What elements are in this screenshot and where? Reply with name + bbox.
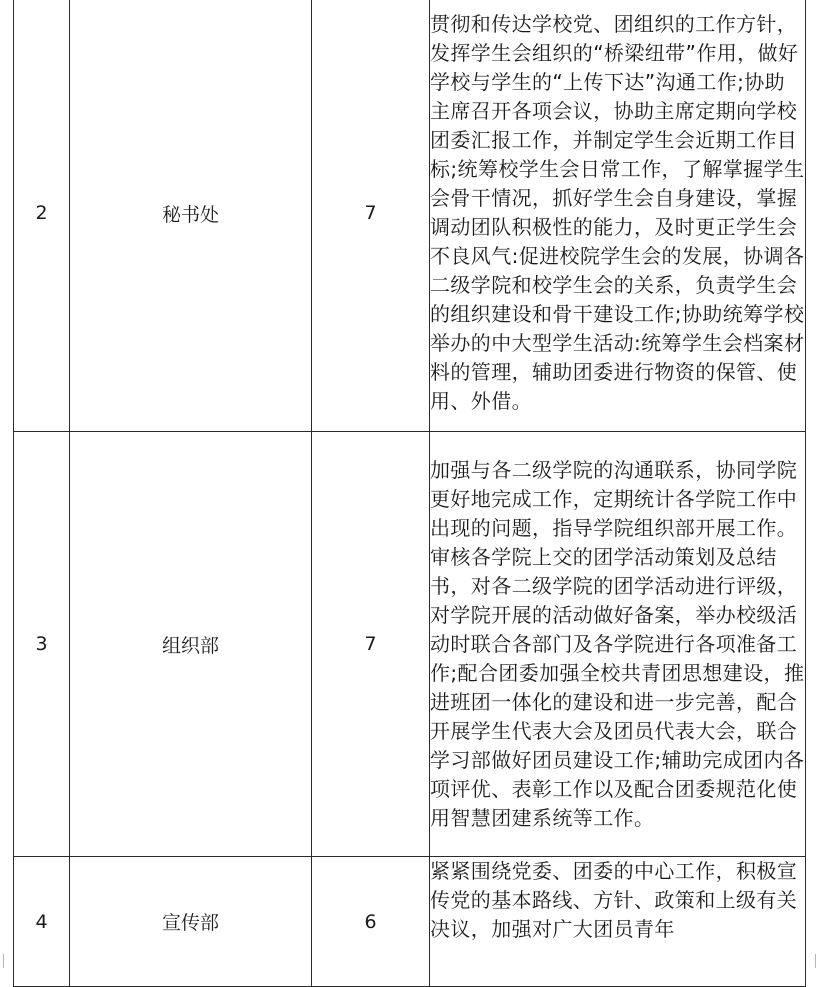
- department-name-cell: 组织部: [70, 432, 312, 857]
- department-name-cell: 秘书处: [70, 0, 312, 432]
- department-table: [13, 0, 806, 987]
- duties-cell: 加强与各二级学院的沟通联系，协同学院更好地完成工作，定期统计各学院工作中出现的问题，指导学院组织部开展工作。审核各学院上交的团学活动策划及总结书，对各二级学院的团学活动进行评级，对学院开展的活动做好备案，举办校级活动时联合各部门及各学院进行各项准备工作;配合团委加强全校共青团思想建设，推进班团一体化的建设和进一步完善，配合开展学生代表大会及团员代表大会，联合学习部做好团员建设工作;辅助完成团内各项评优、表彰工作以及配合团委规范化使用智慧团建系统等工作。: [430, 432, 806, 857]
- member-count-cell: 6: [312, 857, 430, 987]
- row-number-cell: 4: [14, 857, 70, 987]
- member-count-cell: 7: [312, 0, 430, 432]
- member-count-cell: 7: [312, 432, 430, 857]
- crop-mark-right: [805, 954, 816, 968]
- table-row: [14, 857, 806, 987]
- row-number-cell: 3: [14, 432, 70, 857]
- row-number-cell: 2: [14, 0, 70, 432]
- department-name-cell: 宣传部: [70, 857, 312, 987]
- table-row: [14, 432, 806, 857]
- duties-cell: 贯彻和传达学校党、团组织的工作方针，发挥学生会组织的“桥梁纽带”作用，做好学校与学生的“上传下达”沟通工作;协助主席召开各项会议，协助主席定期向学校团委汇报工作，并制定学生会近期工作目标;统筹校学生会日常工作，了解掌握学生会骨干情况，抓好学生会自身建设，掌握调动团队积极性的能力，及时更正学生会不良风气:促进校院学生会的发展，协调各二级学院和校学生会的关系，负责学生会的组织建设和骨干建设工作;协助统筹学校举办的中大型学生活动:统筹学生会档案材料的管理，辅助团委进行物资的保管、使用、外借。: [430, 0, 806, 432]
- crop-mark-left: [3, 954, 14, 968]
- table-row: [14, 0, 806, 432]
- duties-cell: 紧紧围绕党委、团委的中心工作，积极宣传党的基本路线、方针、政策和上级有关决议，加强对广大团员青年: [430, 857, 806, 987]
